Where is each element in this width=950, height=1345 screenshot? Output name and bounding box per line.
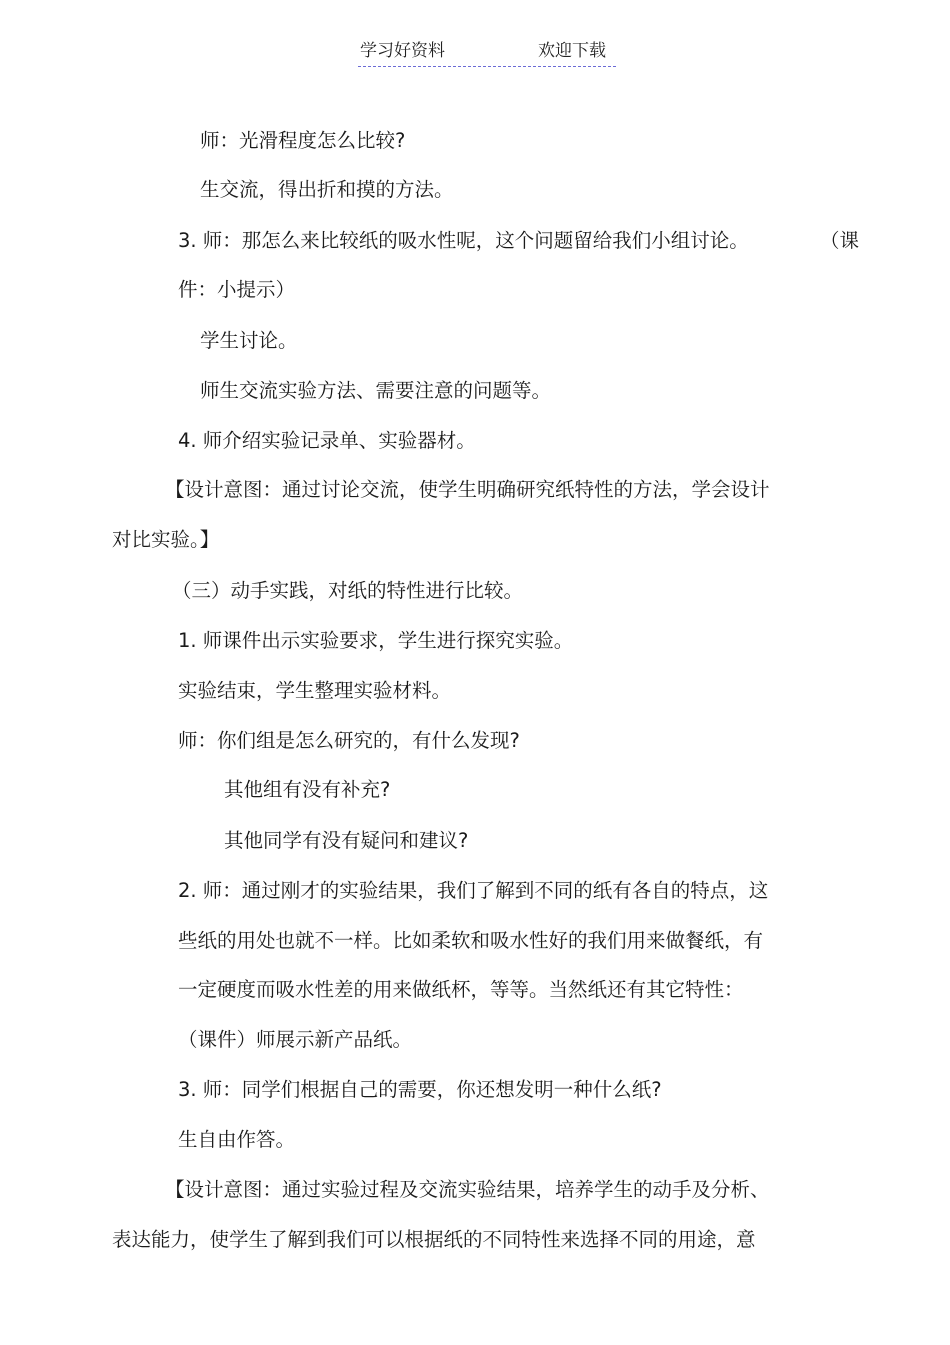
text-line: 3. 师：那怎么来比较纸的吸水性呢，这个问题留给我们小组讨论。 [178,229,749,252]
text-line: 一定硬度而吸水性差的用来做纸杯，等等。当然纸还有其它特性： [178,978,744,1001]
text-line: 学生讨论。 [200,329,298,352]
design-intent-line: 对比实验。】 [112,528,220,551]
text-line: 实验结束，学生整理实验材料。 [178,679,452,702]
text-line: 生交流，得出折和摸的方法。 [200,178,454,201]
design-intent-line: 表达能力，使学生了解到我们可以根据纸的不同特性来选择不同的用途，意 [112,1228,756,1251]
header-left-text: 学习好资料 [360,41,445,61]
header-right-text: 欢迎下载 [538,41,606,61]
text-line: （课 [820,229,860,252]
text-line: 4. 师介绍实验记录单、实验器材。 [178,429,476,452]
text-line: 2. 师：通过刚才的实验结果，我们了解到不同的纸有各自的特点，这 [178,879,769,902]
text-line: 其他组有没有补充? [224,778,391,801]
text-line: 其他同学有没有疑问和建议? [224,829,469,852]
text-line: 师：光滑程度怎么比较? [200,129,406,152]
text-line: 3. 师：同学们根据自己的需要，你还想发明一种什么纸? [178,1078,662,1101]
text-line: 1. 师课件出示实验要求，学生进行探究实验。 [178,629,574,652]
page-header [358,40,616,67]
text-line: （课件）师展示新产品纸。 [178,1028,413,1051]
design-intent-line: 【设计意图：通过实验过程及交流实验结果，培养学生的动手及分析、 [165,1178,770,1201]
text-line: 师生交流实验方法、需要注意的问题等。 [200,379,552,402]
text-line: 生自由作答。 [178,1128,296,1151]
section-heading: （三）动手实践，对纸的特性进行比较。 [172,579,524,602]
text-line: 些纸的用处也就不一样。比如柔软和吸水性好的我们用来做餐纸，有 [178,929,764,952]
text-line: 师：你们组是怎么研究的，有什么发现? [178,729,520,752]
text-line: 件：小提示） [178,278,296,301]
design-intent-line: 【设计意图：通过讨论交流，使学生明确研究纸特性的方法，学会设计 [165,478,770,501]
